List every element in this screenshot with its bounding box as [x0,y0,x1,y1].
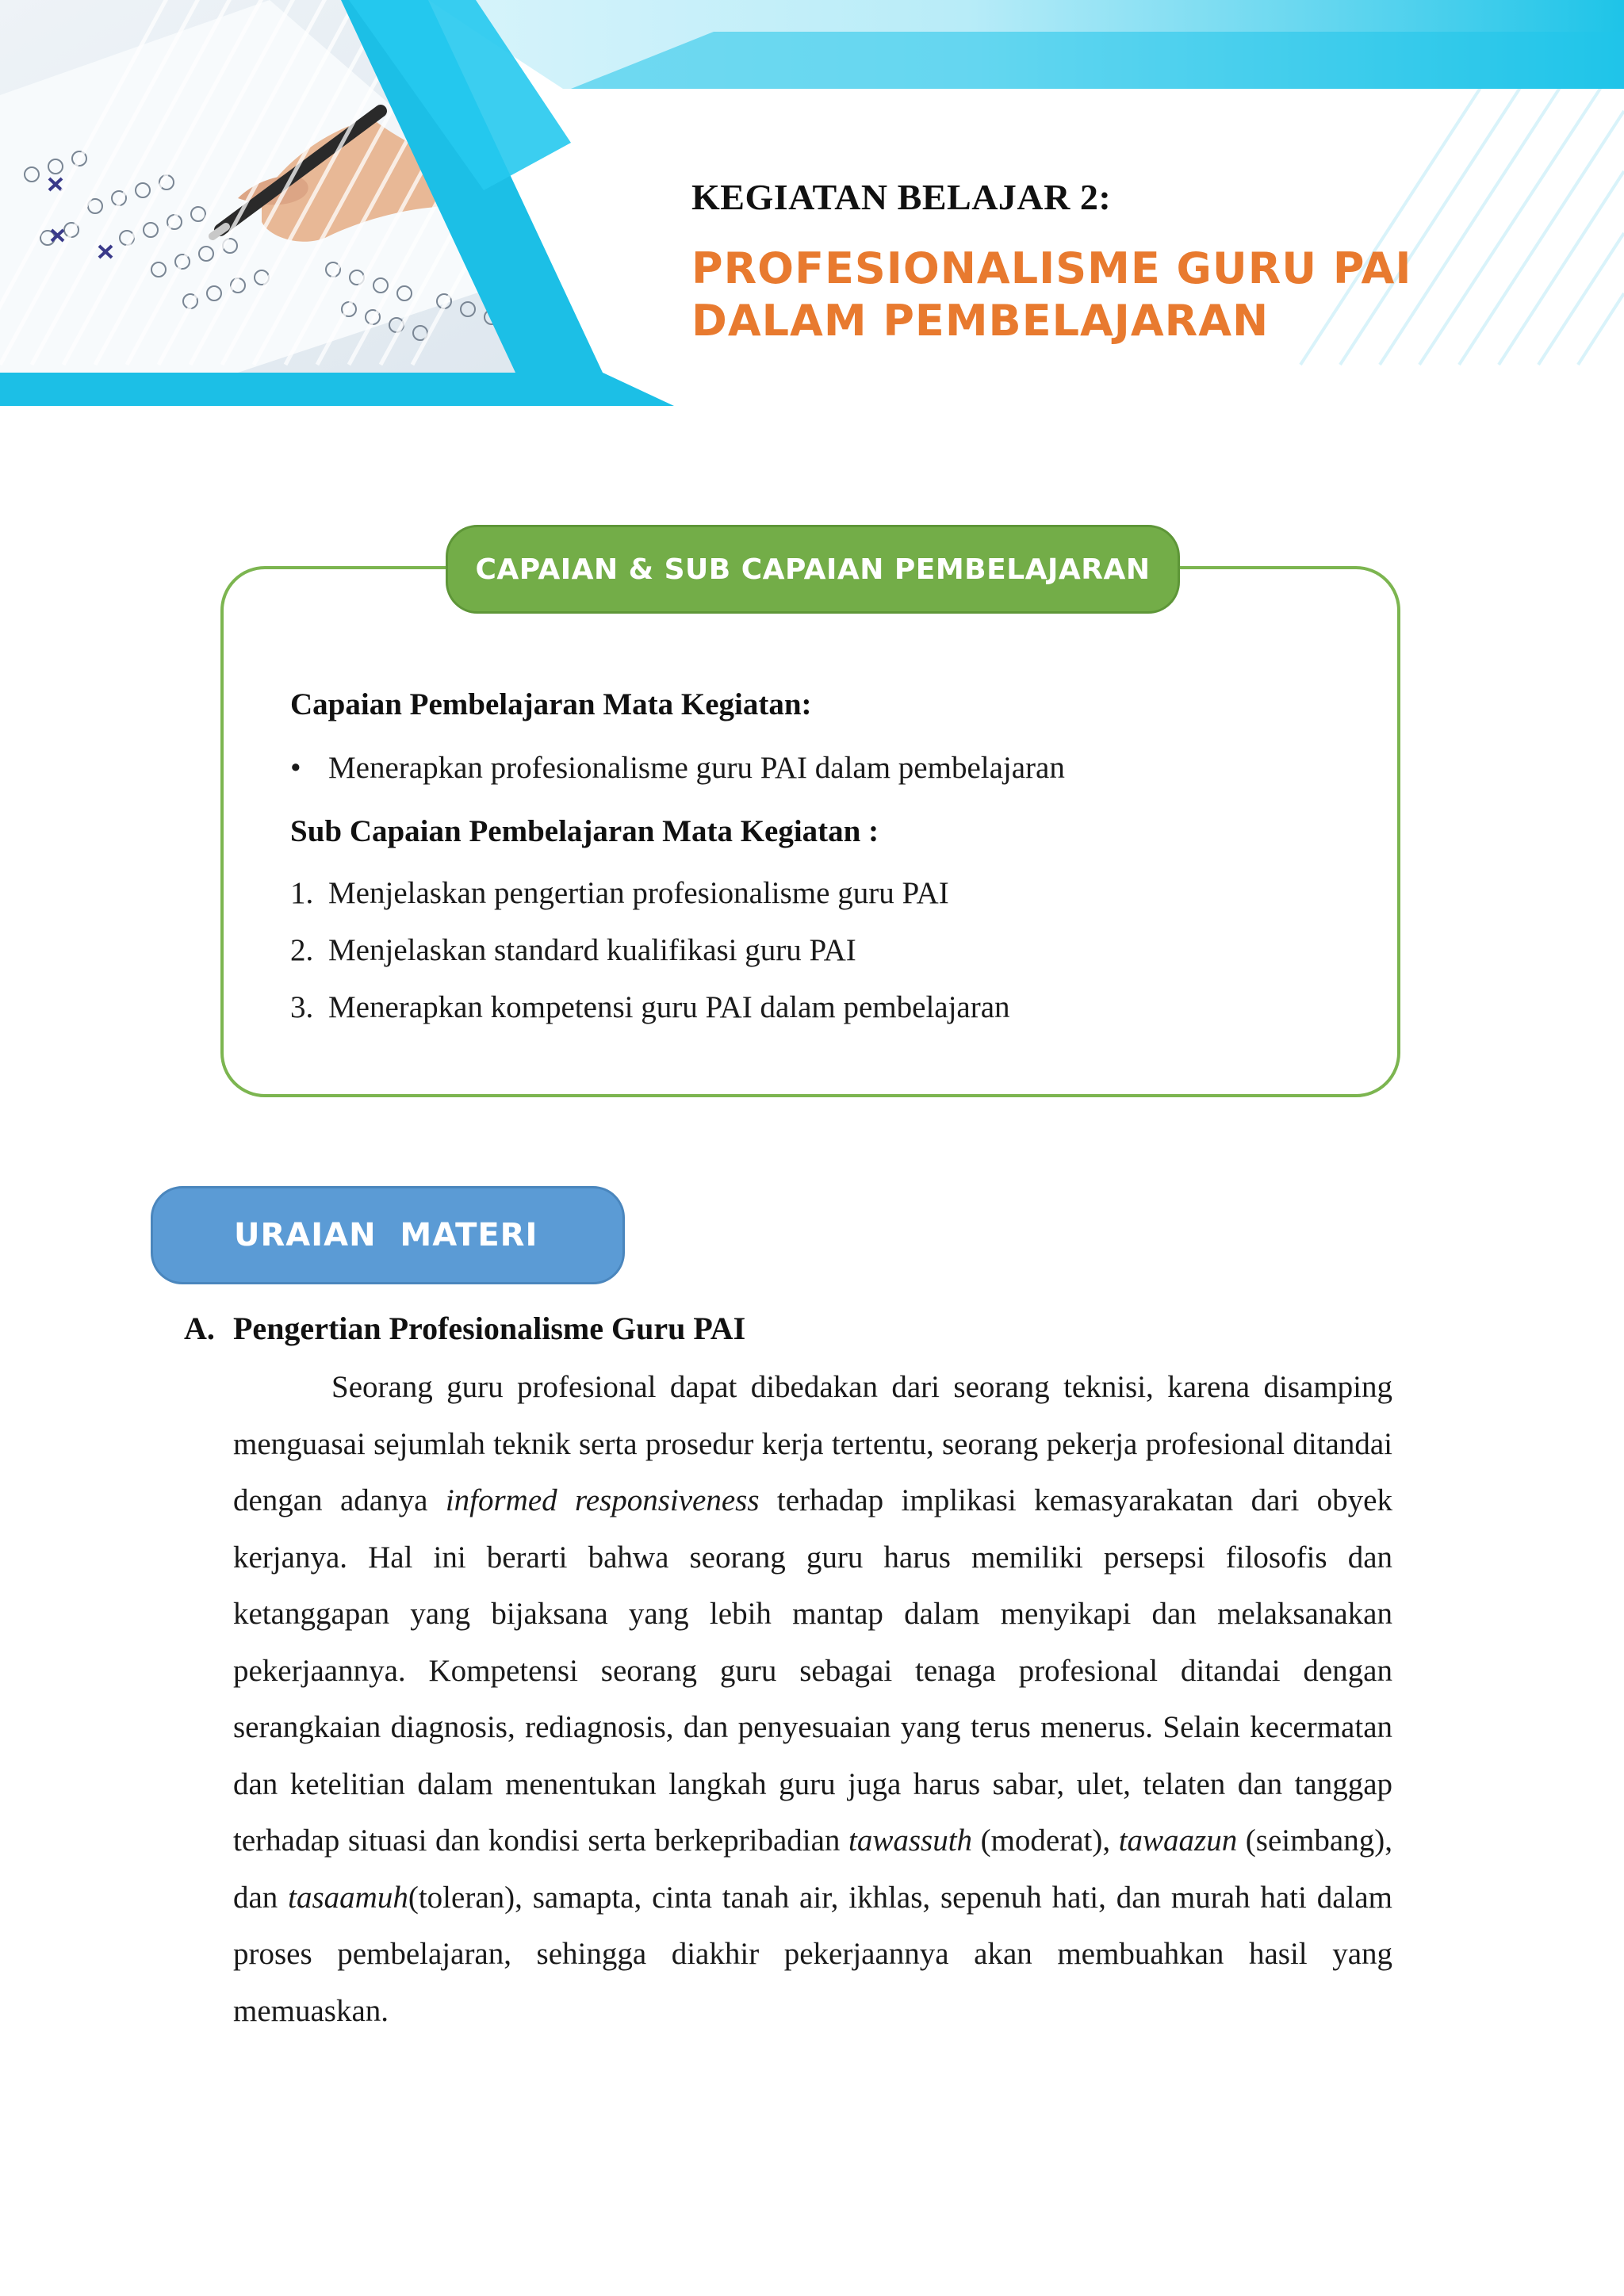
sub-capaian-item [290,875,949,911]
italic-term: tawassuth [848,1823,973,1858]
italic-term: tasaamuh [288,1880,408,1915]
italic-term: tawaazun [1118,1823,1238,1858]
capaian-bullet-item [290,750,1065,786]
title-line-1: PROFESIONALISME GURU PAI [691,243,1412,293]
sub-capaian-item [290,989,1010,1025]
sub-capaian-item-text: Menjelaskan pengertian profesionalisme guru PAI [328,876,949,910]
capaian-pill-label: CAPAIAN & SUB CAPAIAN PEMBELAJARAN [446,525,1180,614]
section-marker: A. [184,1311,215,1346]
section-heading [184,1310,745,1347]
list-number: 2. [290,933,314,967]
sub-capaian-heading: Sub Capaian Pembelajaran Mata Kegiatan : [290,814,879,848]
paragraph-text: (moderat), [972,1823,1119,1858]
paragraph-text: (toleran), samapta, cinta tanah air, ikhlas, sepenuh hati, dan murah hati dalam proses pembelajaran, sehingga diakhir pekerjaannya akan membuahkan hasil yang memuaskan. [233,1880,1392,2028]
list-number: 1. [290,876,314,910]
title-line-2: DALAM PEMBELAJARAN [691,296,1270,346]
sub-capaian-item-text: Menerapkan kompetensi guru PAI dalam pembelajaran [328,990,1010,1024]
list-number: 3. [290,990,314,1024]
page-title [691,243,1484,347]
italic-term: informed responsiveness [445,1483,760,1517]
body-paragraph [233,1359,1392,2039]
capaian-heading: Capaian Pembelajaran Mata Kegiatan: [290,687,812,721]
sub-capaian-item-text: Menjelaskan standard kualifikasi guru PAI [328,933,856,967]
paragraph-text: Seorang guru profesional dapat dibedakan dari seorang teknisi, karena disamping menguasai sejumlah teknik serta prosedur kerja tertentu, seorang pekerja profesional ditandai dengan adanya [233,1370,1392,1517]
section-heading-text: Pengertian Profesionalisme Guru PAI [233,1311,746,1346]
paragraph-text: (seimbang), dan [233,1823,1392,1915]
bullet-item-text: Menerapkan profesionalisme guru PAI dalam pembelajaran [328,751,1065,785]
sub-capaian-item [290,932,856,968]
page-header [0,0,1624,412]
uraian-materi-tab: URAIAN MATERI [151,1186,625,1284]
bullet-marker: • [290,751,301,785]
kegiatan-label: KEGIATAN BELAJAR 2: [691,177,1112,217]
paragraph-text: terhadap implikasi kemasyarakatan dari obyek kerjanya. Hal ini berarti bahwa seorang guru harus memiliki persepsi filosofis dan ketanggapan yang bijaksana yang lebih mantap dalam menyikapi dan melaksanakan pekerjaannya. Kompetensi seorang guru sebagai tenaga profesional ditandai dengan serangkaian diagnosis, rediagnosis, dan penyesuaian yang terus menerus. Selain kecermatan dan ketelitian dalam menentukan langkah guru juga harus sabar, ulet, telaten dan tanggap terhadap situasi dan kondisi serta berkepribadian [233,1483,1392,1858]
